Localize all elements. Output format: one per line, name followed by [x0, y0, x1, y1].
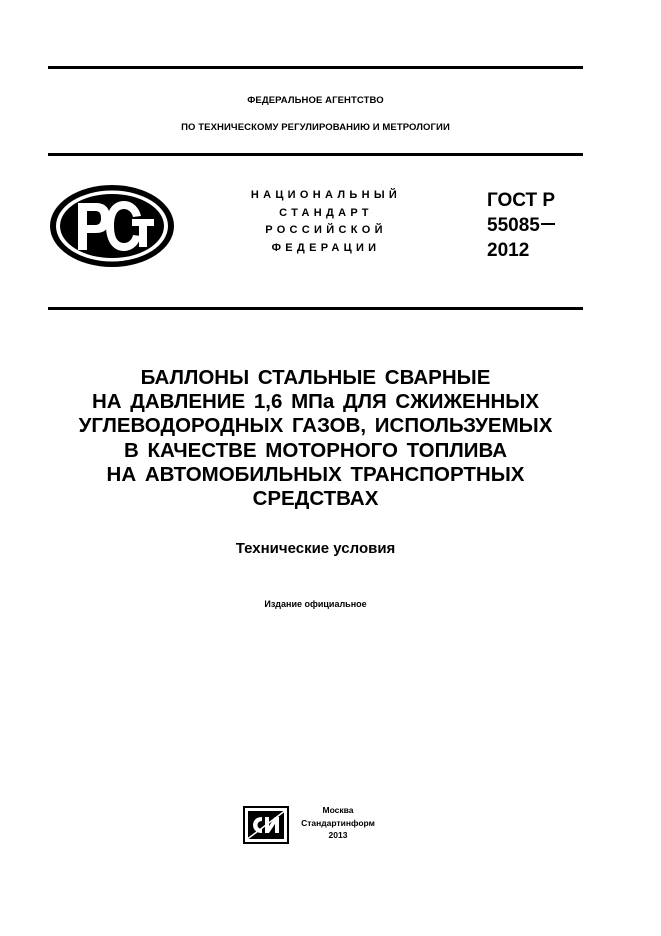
- section-rule: [48, 307, 583, 310]
- title-line-5: НА АВТОМОБИЛЬНЫХ ТРАНСПОРТНЫХ: [106, 462, 525, 486]
- standartinform-logo-icon: [243, 806, 289, 844]
- gost-number: 55085: [487, 215, 555, 236]
- publisher-city: Москва: [322, 805, 354, 815]
- national-line-4: ФЕДЕРАЦИИ: [271, 241, 381, 254]
- gost-year: 2012: [487, 240, 530, 261]
- gost-prefix: ГОСТ Р: [487, 190, 556, 211]
- header-rule: [48, 153, 583, 156]
- title-line-4: В КАЧЕСТВЕ МОТОРНОГО ТОПЛИВА: [123, 438, 508, 462]
- gost-designation: [487, 188, 555, 263]
- agency-line-2: ПО ТЕХНИЧЕСКОМУ РЕГУЛИРОВАНИЮ И МЕТРОЛОГИИ: [181, 122, 450, 133]
- title-line-2: НА ДАВЛЕНИЕ 1,6 МПа ДЛЯ СЖИЖЕННЫХ: [91, 390, 540, 414]
- document-subtitle: Технические условия: [235, 540, 396, 557]
- title-line-1: БАЛЛОНЫ СТАЛЬНЫЕ СВАРНЫЕ: [140, 366, 491, 389]
- top-rule: [48, 66, 583, 69]
- agency-line-1: ФЕДЕРАЛЬНОЕ АГЕНТСТВО: [247, 95, 384, 106]
- title-line-6: СРЕДСТВАХ: [252, 487, 379, 511]
- publisher-name: Стандартинформ: [301, 817, 375, 828]
- publisher-year: 2013: [328, 830, 348, 840]
- national-line-2: СТАНДАРТ: [279, 206, 373, 219]
- rst-emblem-icon: [48, 183, 176, 269]
- national-line-1: НАЦИОНАЛЬНЫЙ: [250, 189, 402, 201]
- national-line-3: РОССИЙСКОЙ: [265, 224, 387, 236]
- document-title: [60, 366, 571, 511]
- national-standard-label: [226, 187, 426, 257]
- edition-label: Издание официальное: [264, 599, 367, 609]
- title-line-3: УГЛЕВОДОРОДНЫХ ГАЗОВ, ИСПОЛЬЗУЕМЫХ: [78, 414, 553, 438]
- publisher-block: [293, 804, 383, 842]
